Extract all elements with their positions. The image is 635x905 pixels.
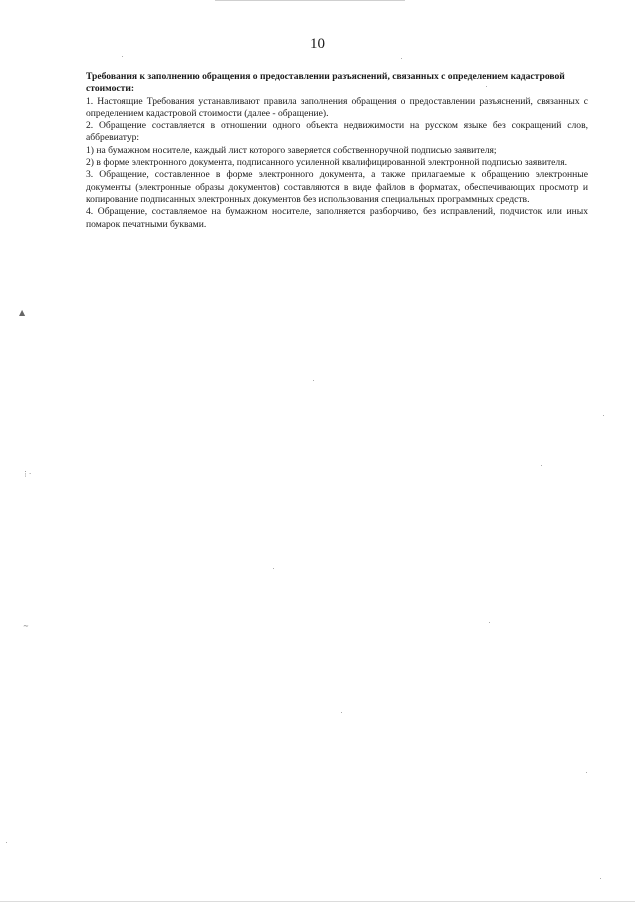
scan-dust: [603, 415, 604, 416]
scan-mark-icon: ⋮·: [22, 470, 32, 478]
scan-dust: [313, 380, 314, 381]
paragraph-2-item-1: 1) на бумажном носителе, каждый лист которого заверяется собственноручной подписью заявителя;: [86, 144, 497, 156]
scan-dust: [401, 58, 402, 59]
scan-dust: [341, 712, 342, 713]
scan-mark-icon: ▲: [19, 308, 26, 317]
scan-dust: [6, 842, 7, 843]
scan-dust: [486, 86, 487, 87]
scan-dust: [600, 878, 601, 879]
paragraph-1: 1. Настоящие Требования устанавливают правила заполнения обращения о предоставлении разъяснений, связанных с определением кадастровой стоимости (далее - обращение).: [86, 95, 588, 119]
scan-dust: [541, 465, 542, 466]
paragraph-2-item-2: 2) в форме электронного документа, подписанного усиленной квалифицированной электронной подписью заявителя.: [86, 157, 568, 169]
document-body: [86, 71, 588, 231]
document-heading: Требования к заполнению обращения о предоставлении разъяснений, связанных с определением кадастровой стоимости:: [86, 71, 565, 95]
paragraph-3: 3. Обращение, составленное в форме электронного документа, а также прилагаемые к обращению электронные документы (электронные образы документов) составляются в виде файлов в форматах, обеспечивающих просмотр и копирование подписанных электронных документов без использования специальных программных средств.: [86, 169, 588, 205]
paragraph-4: 4. Обращение, составляемое на бумажном носителе, заполняется разборчиво, без исправлений, подчисток или иных помарок печатными буквами.: [86, 206, 588, 230]
scan-dust: [489, 622, 490, 623]
scan-dust: [586, 772, 587, 773]
scan-edge-bottom: [0, 901, 635, 902]
scan-dust: [273, 568, 274, 569]
scan-dust: [122, 56, 123, 57]
scan-mark-icon: ∼: [23, 622, 29, 630]
paragraph-2: 2. Обращение составляется в отношении одного объекта недвижимости на русском языке без сокращений слов, аббревиатур:: [86, 120, 588, 144]
page-number: 10: [310, 36, 325, 52]
scan-edge-top: [215, 0, 405, 1]
